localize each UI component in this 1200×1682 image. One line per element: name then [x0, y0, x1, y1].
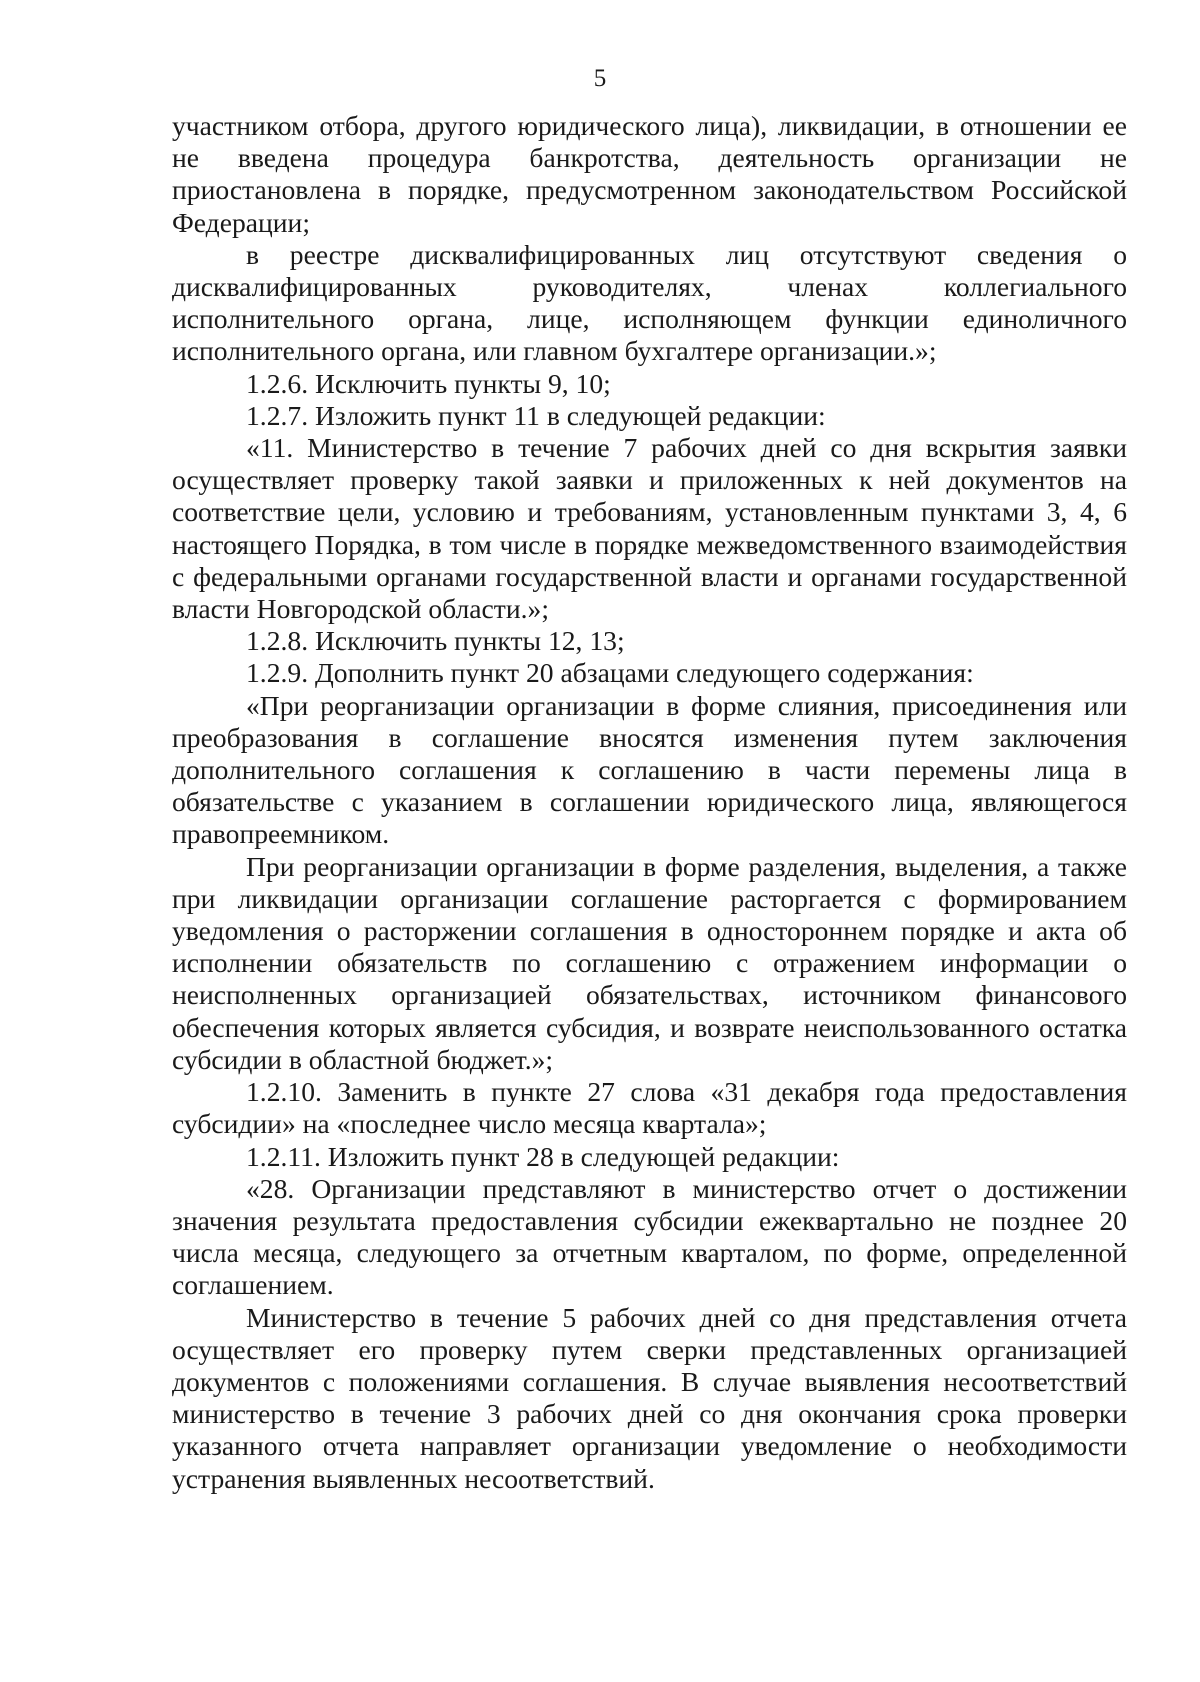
paragraph-disqualified-registry: в реестре дисквалифицированных лиц отсутствуют сведения о дисквалифицированных руководителях, членах коллегиального исполнительного органа, лице, исполняющем функции единоличного исполнительного органа, или главном бухгалтере организации.»; [172, 238, 1127, 367]
paragraph-1-2-7: 1.2.7. Изложить пункт 11 в следующей редакции: [246, 399, 826, 431]
paragraph-point-28: «28. Организации представляют в министерство отчет о достижении значения результата предоставления субсидии ежеквартально не позднее 20 числа месяца, следующего за отчетным кварталом, по форме, определенной соглашением. [172, 1172, 1127, 1301]
paragraph-continuation: участником отбора, другого юридического лица), ликвидации, в отношении ее не введена процедура банкротства, деятельность организации не приостановлена в порядке, предусмотренном законодательством Российской Федерации; [172, 110, 1127, 238]
paragraph-reorganization-merger: «При реорганизации организации в форме слияния, присоединения или преобразования в соглашение вносятся изменения путем заключения дополнительного соглашения к соглашению в части перемены лица в обязательстве с указанием в соглашении юридического лица, являющегося правопреемником. [172, 689, 1127, 850]
paragraph-reorganization-division: При реорганизации организации в форме разделения, выделения, а также при ликвидации организации соглашение расторгается с формированием уведомления о расторжении соглашения в одностороннем порядке и акта об исполнении обязательств по соглашению с отражением информации о неисполненных организацией обязательствах, источником финансового обеспечения которых является субсидия, и возврате неиспользованного остатка субсидии в областной бюджет.»; [172, 850, 1127, 1075]
paragraph-1-2-6: 1.2.6. Исключить пункты 9, 10; [246, 367, 611, 399]
paragraph-1-2-11: 1.2.11. Изложить пункт 28 в следующей редакции: [246, 1140, 840, 1172]
paragraph-ministry-review: Министерство в течение 5 рабочих дней со дня представления отчета осуществляет его проверку путем сверки представленных организацией документов с положениями соглашения. В случае выявления несоответствий министерство в течение 3 рабочих дней со дня окончания срока проверки указанного отчета направляет организации уведомление о необходимости устранения выявленных несоответствий. [172, 1301, 1127, 1494]
paragraph-1-2-9: 1.2.9. Дополнить пункт 20 абзацами следующего содержания: [246, 657, 974, 689]
page-number: 5 [593, 65, 607, 92]
paragraph-1-2-8: 1.2.8. Исключить пункты 12, 13; [246, 625, 625, 657]
document-body [172, 110, 1127, 1495]
paragraph-point-11: «11. Министерство в течение 7 рабочих дней со дня вскрытия заявки осуществляет проверку такой заявки и приложенных к ней документов на соответствие цели, условию и требованиям, установленным пунктами 3, 4, 6 настоящего Порядка, в том числе в порядке межведомственного взаимодействия с федеральными органами государственной власти и органами государственной власти Новгородской области.»; [172, 432, 1127, 625]
paragraph-1-2-10: 1.2.10. Заменить в пункте 27 слова «31 декабря года предоставления субсидии» на «последнее число месяца квартала»; [172, 1076, 1127, 1140]
